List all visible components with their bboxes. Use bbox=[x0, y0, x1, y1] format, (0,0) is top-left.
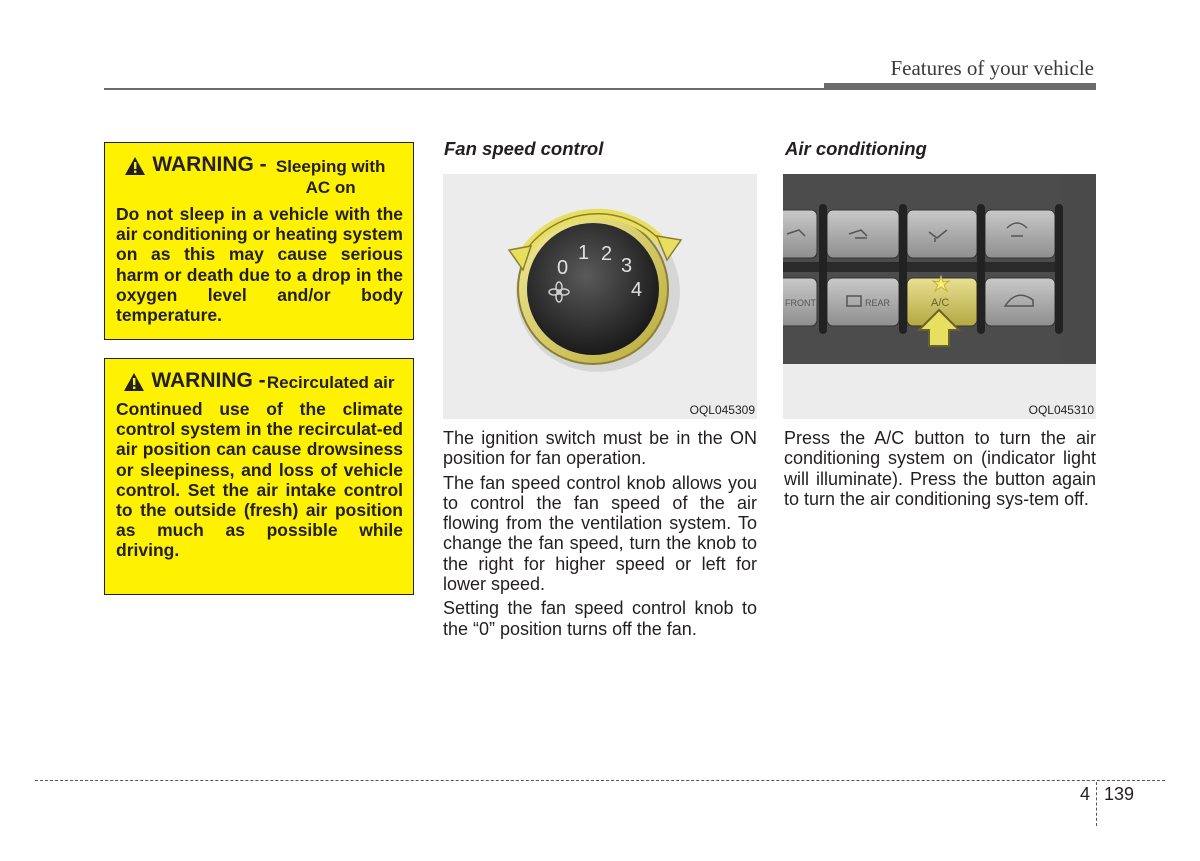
knob-label-2: 2 bbox=[601, 243, 613, 265]
paragraph: Press the A/C button to turn the air conditioning system on (indicator light will illuminate). Press the button again to turn the air conditioning sys-tem off. bbox=[784, 428, 1096, 509]
fan-speed-text bbox=[443, 428, 757, 643]
figure-code: OQL045310 bbox=[1028, 403, 1094, 417]
air-conditioning-heading: Air conditioning bbox=[785, 138, 927, 159]
rear-button-label: REAR bbox=[865, 298, 891, 308]
fan-knob-illustration bbox=[443, 174, 757, 419]
warning-triangle-icon bbox=[124, 156, 146, 176]
warning-label: WARNING - bbox=[152, 153, 267, 176]
ac-button-figure bbox=[783, 174, 1096, 419]
footer-rule bbox=[35, 780, 1165, 781]
warning-subtitle: Sleeping with AC on bbox=[275, 157, 386, 197]
knob-label-0: 0 bbox=[557, 257, 569, 279]
chapter-number: 4 bbox=[1080, 784, 1091, 804]
page-header-title: Features of your vehicle bbox=[890, 56, 1094, 80]
knob-label-1: 1 bbox=[578, 242, 590, 264]
fan-knob-figure bbox=[443, 174, 757, 419]
warning-label: WARNING - bbox=[151, 369, 266, 392]
warning-box-sleeping-ac bbox=[104, 142, 414, 340]
page-number: 139 bbox=[1104, 784, 1135, 804]
figure-code: OQL045309 bbox=[689, 403, 755, 417]
front-button-label: FRONT bbox=[785, 298, 816, 308]
warning-box-recirculated-air bbox=[104, 358, 414, 595]
warning-heading bbox=[116, 369, 403, 393]
paragraph: Setting the fan speed control knob to the “0” position turns off the fan. bbox=[443, 598, 757, 639]
fan-speed-heading: Fan speed control bbox=[444, 138, 604, 159]
warning-body: Do not sleep in a vehicle with the air conditioning or heating system on as this may cause serious harm or death due to a drop in the oxygen level and/or body temperature. bbox=[116, 204, 403, 326]
ac-panel-illustration bbox=[783, 174, 1096, 394]
warning-triangle-icon bbox=[123, 372, 145, 392]
paragraph: The fan speed control knob allows you to control the fan speed of the air flowing from the ventilation system. To change the fan speed, turn the knob to the right for higher speed or left for lower speed. bbox=[443, 472, 757, 595]
knob-label-3: 3 bbox=[621, 255, 633, 277]
paragraph: The ignition switch must be in the ON position for fan operation. bbox=[443, 428, 757, 469]
warning-heading bbox=[116, 153, 403, 198]
air-conditioning-text bbox=[784, 428, 1096, 513]
ac-button-label: A/C bbox=[931, 297, 950, 309]
header-rule-accent bbox=[824, 83, 1096, 90]
warning-subtitle: Recirculated air bbox=[266, 373, 395, 392]
knob-label-4: 4 bbox=[631, 279, 643, 301]
warning-body: Continued use of the climate control system in the recirculat-ed air position can cause drowsiness or sleepiness, and loss of vehicle control. Set the air intake control to the outside (fresh) air position as much as possible while driving. bbox=[116, 399, 403, 561]
footer-divider bbox=[1096, 782, 1097, 826]
